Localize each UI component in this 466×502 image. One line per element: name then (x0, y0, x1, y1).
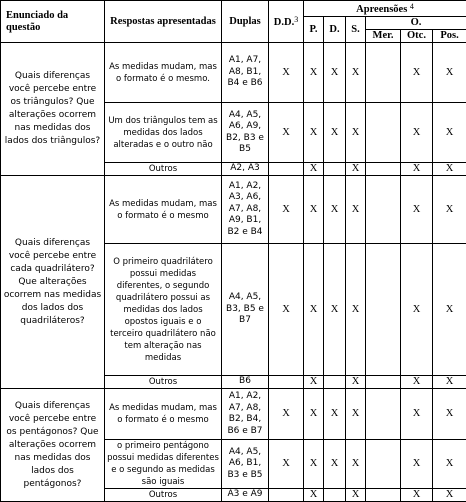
duplas-line: A3, A6, (224, 192, 266, 204)
header-dd-note: 3 (294, 15, 298, 24)
mark-pos: X (433, 440, 466, 489)
answer-cell: Outros (105, 489, 222, 502)
header-apreensoes (304, 1, 466, 17)
duplas-cell (222, 43, 269, 103)
answer-cell: As medidas mudam, mas o formato é o mesmo (105, 389, 222, 440)
mark-p: X (304, 389, 324, 440)
question-cell: Quais diferenças você percebe entre cada quadrilátero? Que alterações ocorrem nas medidas dos lados dos quadriláteros? (1, 176, 105, 389)
mark-p: X (304, 176, 324, 244)
duplas-cell (222, 163, 269, 176)
mark-d: X (324, 389, 346, 440)
duplas-line: A9, B1, (224, 215, 266, 227)
mark-p: X (304, 376, 324, 389)
mark-s: X (346, 389, 366, 440)
mark-p: X (304, 489, 324, 502)
table-row (1, 43, 466, 103)
header-respostas: Respostas apresentadas (105, 1, 222, 43)
mark-mer (366, 440, 401, 489)
duplas-line: B6 e B7 (224, 426, 266, 438)
duplas-line: A6, A9, (224, 121, 266, 133)
duplas-line: A1, A2, (224, 181, 266, 193)
mark-d (324, 163, 346, 176)
duplas-cell (222, 376, 269, 389)
duplas-line: A1, A2, (224, 391, 266, 403)
mark-pos: X (433, 389, 466, 440)
mark-dd: X (269, 440, 304, 489)
question-cell: Quais diferenças você percebe entre os pentágonos? Que alterações ocorrem nas medidas dos lados dos pentágonos? (1, 389, 105, 502)
mark-dd (269, 163, 304, 176)
answer-cell: o primeiro pentágono possui medidas diferentes e o segundo as medidas são iguais (105, 440, 222, 489)
header-apreensoes-label: Apreensões (356, 4, 407, 15)
duplas-line: A1, A7, (224, 55, 266, 67)
mark-otc: X (401, 244, 433, 376)
mark-dd (269, 376, 304, 389)
mark-otc: X (401, 440, 433, 489)
mark-otc: X (401, 103, 433, 163)
duplas-line: A4, A5, (224, 110, 266, 122)
duplas-line: B4 e B6 (224, 78, 266, 90)
mark-p: X (304, 43, 324, 103)
duplas-line: B3, B5 e (224, 304, 266, 316)
header-apreensoes-note: 4 (410, 2, 414, 11)
header-dd-label: D.D. (274, 17, 294, 28)
duplas-line: A7, A8, (224, 403, 266, 415)
duplas-cell (222, 440, 269, 489)
mark-s: X (346, 376, 366, 389)
table-header (1, 1, 466, 43)
mark-d: X (324, 440, 346, 489)
header-otc: Otc. (401, 30, 433, 43)
header-dd (269, 1, 304, 43)
duplas-line: B6 (224, 376, 266, 388)
mark-dd: X (269, 43, 304, 103)
mark-dd: X (269, 389, 304, 440)
mark-p: X (304, 440, 324, 489)
header-mer: Mer. (366, 30, 401, 43)
header-duplas: Duplas (222, 1, 269, 43)
mark-otc: X (401, 489, 433, 502)
mark-mer (366, 376, 401, 389)
mark-p: X (304, 163, 324, 176)
duplas-cell (222, 176, 269, 244)
mark-otc: X (401, 389, 433, 440)
duplas-line: A8, B1, (224, 67, 266, 79)
header-enunciado: Enunciado da questão (1, 1, 105, 43)
duplas-line: A4, A5, (224, 447, 266, 459)
table-row (1, 176, 466, 244)
mark-mer (366, 244, 401, 376)
duplas-line: B5 (224, 144, 266, 156)
header-s: S. (346, 17, 366, 43)
header-o: O. (366, 17, 466, 30)
duplas-line: B3 e B5 (224, 470, 266, 482)
question-cell: Quais diferenças você percebe entre os triângulos? Que alterações ocorrem nas medidas dos lados dos triângulos? (1, 43, 105, 176)
mark-s: X (346, 489, 366, 502)
duplas-line: A2, A3 (224, 163, 266, 175)
mark-mer (366, 389, 401, 440)
mark-pos: X (433, 43, 466, 103)
mark-mer (366, 43, 401, 103)
answer-cell: Um dos triângulos tem as medidas dos lados alteradas e o outro não (105, 103, 222, 163)
answer-cell: As medidas mudam, mas o formato é o mesmo. (105, 43, 222, 103)
mark-s: X (346, 43, 366, 103)
duplas-line: B2, B3 e (224, 133, 266, 145)
mark-d (324, 489, 346, 502)
mark-pos: X (433, 376, 466, 389)
mark-p: X (304, 103, 324, 163)
mark-otc: X (401, 376, 433, 389)
mark-s: X (346, 440, 366, 489)
header-p: P. (304, 17, 324, 43)
mark-d: X (324, 103, 346, 163)
duplas-line: B2, B4, (224, 414, 266, 426)
header-d: D. (324, 17, 346, 43)
mark-otc: X (401, 163, 433, 176)
mark-pos: X (433, 244, 466, 376)
mark-s: X (346, 163, 366, 176)
duplas-line: A3 e A9 (224, 489, 266, 501)
mark-pos: X (433, 176, 466, 244)
mark-dd: X (269, 244, 304, 376)
mark-dd (269, 489, 304, 502)
mark-d: X (324, 244, 346, 376)
mark-dd: X (269, 103, 304, 163)
mark-p: X (304, 244, 324, 376)
duplas-cell (222, 103, 269, 163)
mark-s: X (346, 244, 366, 376)
mark-otc: X (401, 176, 433, 244)
duplas-cell (222, 489, 269, 502)
duplas-cell (222, 389, 269, 440)
mark-pos: X (433, 103, 466, 163)
answer-cell: As medidas mudam, mas o formato é o mesmo (105, 176, 222, 244)
answer-cell: Outros (105, 376, 222, 389)
duplas-cell (222, 244, 269, 376)
mark-mer (366, 489, 401, 502)
mark-s: X (346, 176, 366, 244)
duplas-line: A7, A8, (224, 204, 266, 216)
table-row (1, 389, 466, 440)
mark-pos: X (433, 163, 466, 176)
mark-otc: X (401, 43, 433, 103)
mark-pos: X (433, 489, 466, 502)
duplas-line: B7 (224, 315, 266, 327)
mark-s: X (346, 103, 366, 163)
answer-cell: Outros (105, 163, 222, 176)
answer-cell: O primeiro quadrilátero possui medidas diferentes, o segundo quadrilátero possui as medidas dos lados opostos iguais e o terceiro quadrilátero não tem alteração nas medidas (105, 244, 222, 376)
duplas-line: A6, B1, (224, 458, 266, 470)
mark-mer (366, 176, 401, 244)
duplas-line: B2 e B4 (224, 227, 266, 239)
mark-d: X (324, 43, 346, 103)
mark-mer (366, 103, 401, 163)
header-pos: Pos. (433, 30, 466, 43)
mark-d: X (324, 176, 346, 244)
table-body (1, 43, 466, 502)
mark-d (324, 376, 346, 389)
mark-mer (366, 163, 401, 176)
duplas-line: A4, A5, (224, 292, 266, 304)
mark-dd: X (269, 176, 304, 244)
